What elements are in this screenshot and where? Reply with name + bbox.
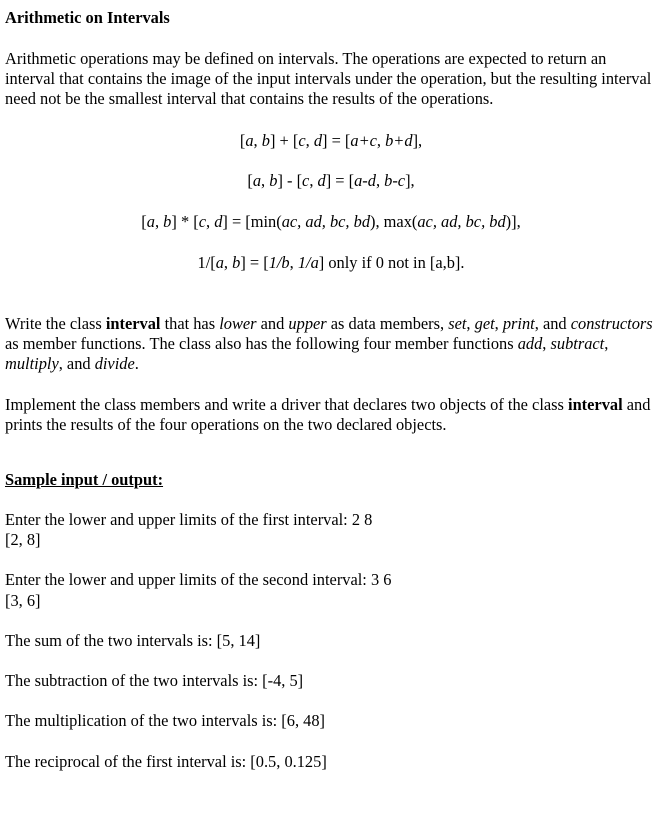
formula-reciprocal: 1/[a, b] = [1/b, 1/a] only if 0 not in [a,b]. bbox=[197, 253, 465, 272]
sample-line: The sum of the two intervals is: [5, 14] bbox=[5, 631, 261, 650]
sample-line: The reciprocal of the first interval is: [0.5, 0.125] bbox=[5, 752, 327, 771]
formula-addition: [a, b] + [c, d] = [a+c, b+d], bbox=[239, 131, 423, 150]
sample-line: Enter the lower and upper limits of the first interval: 2 8 bbox=[5, 510, 373, 529]
class-description: Write the class interval that has lower and upper as data members, set, get, print, and constructors as member functions. The class also has the following four member functions add, subtract, multiply, and divide. bbox=[5, 314, 653, 373]
sample-line: [2, 8] bbox=[5, 530, 41, 549]
sample-line: The multiplication of the two intervals is: [6, 48] bbox=[5, 711, 326, 730]
driver-description: Implement the class members and write a driver that declares two objects of the class interval and prints the results of the four operations on the two declared objects. bbox=[5, 395, 651, 434]
formula-subtraction: [a, b] - [c, d] = [a-d, b-c], bbox=[247, 171, 415, 190]
sample-line: The subtraction of the two intervals is: [-4, 5] bbox=[5, 671, 304, 690]
formula-multiplication: [a, b] * [c, d] = [min(ac, ad, bc, bd), max(ac, ad, bc, bd)], bbox=[141, 212, 521, 231]
sample-heading: Sample input / output: bbox=[5, 470, 164, 489]
intro-paragraph: Arithmetic operations may be defined on intervals. The operations are expected to return an interval that contains the image of the input intervals under the operation, but the resulting interval need not be the smallest interval that contains the results of the operations. bbox=[5, 49, 652, 108]
page-title: Arithmetic on Intervals bbox=[5, 8, 170, 27]
sample-line: [3, 6] bbox=[5, 591, 41, 610]
sample-line: Enter the lower and upper limits of the second interval: 3 6 bbox=[5, 570, 392, 589]
